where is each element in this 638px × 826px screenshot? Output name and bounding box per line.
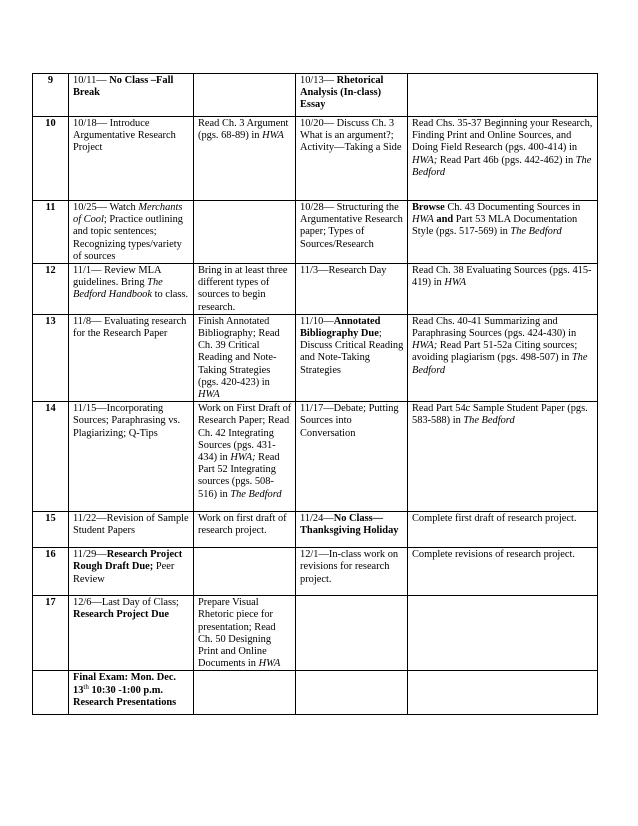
cell-text: HWA; — [230, 452, 256, 464]
cell-text: The Bedford — [230, 488, 282, 500]
topic-cell — [69, 74, 194, 117]
assignment-cell — [194, 117, 296, 201]
assignment-cell — [194, 671, 296, 715]
topic-cell-2 — [296, 402, 408, 512]
week-number: 10 — [33, 117, 69, 201]
cell-text: Annotated Bibliography Due — [300, 315, 381, 340]
cell-text: Read Part 52 Integrating sources (pgs. 508-516) in — [198, 452, 280, 500]
reading-cell — [408, 264, 598, 315]
topic-cell-2 — [296, 264, 408, 315]
cell-text: Rhetorical Analysis (In-class) Essay — [300, 75, 384, 111]
cell-text: Read Part 51-52a Citing sources; avoiding plagiarism (pgs. 498-507) in — [412, 340, 578, 364]
schedule-table — [32, 73, 598, 715]
topic-cell — [69, 671, 194, 715]
assignment-cell — [194, 264, 296, 315]
cell-text: Research Project Due — [73, 609, 169, 621]
cell-text: 10:30 -1:00 p.m. — [88, 684, 164, 696]
week-number: 17 — [33, 596, 69, 671]
topic-cell — [69, 596, 194, 671]
cell-text: No Class –Fall Break — [73, 75, 174, 99]
cell-text: ; Practice outlining and topic sentences; Recognizing types/variety of sources — [73, 214, 183, 262]
cell-text: Bring in at least three different types of sources to begin research. — [198, 265, 288, 313]
reading-cell — [408, 74, 598, 117]
cell-text: HWA — [262, 130, 284, 142]
topic-cell-2 — [296, 671, 408, 715]
cell-text: No Class—Thanksgiving Holiday — [300, 513, 399, 537]
schedule-row — [33, 548, 598, 596]
cell-text: Final Exam: Mon. Dec. — [73, 672, 177, 684]
cell-text: Finish Annotated Bibliography; Read Ch. 39 Critical Reading and Note-Taking Strategies (pgs. 420-423) in — [198, 315, 280, 388]
reading-cell — [408, 548, 598, 596]
cell-text: The Bedford — [412, 154, 592, 178]
topic-cell — [69, 548, 194, 596]
cell-text: 10/18— Introduce Argumentative Research Project — [73, 118, 176, 154]
assignment-cell — [194, 402, 296, 512]
cell-text: 10/13— — [300, 75, 337, 86]
schedule-row — [33, 596, 598, 671]
topic-cell — [69, 201, 194, 264]
topic-cell-2 — [296, 201, 408, 264]
cell-text: 10/25— Watch — [73, 202, 139, 213]
assignment-cell — [194, 548, 296, 596]
cell-text: HWA — [444, 277, 467, 289]
cell-text: 11/1— Review MLA guidelines. Bring — [73, 265, 161, 289]
topic-cell — [69, 314, 194, 401]
cell-text: Part 53 MLA Documentation Style (pgs. 517-569) in — [412, 214, 578, 238]
week-number — [33, 671, 69, 715]
assignment-cell — [194, 512, 296, 548]
topic-cell-2 — [296, 74, 408, 117]
schedule-body — [33, 74, 598, 715]
cell-text: Work on First Draft of Research Paper; Read Ch. 42 Integrating Sources (pgs. 431-434) in — [198, 403, 292, 464]
cell-text: 10/28— Structuring the Argumentative Research paper; Types of Sources/Research — [300, 202, 403, 250]
cell-text: HWA; — [412, 340, 438, 352]
cell-text: 11/15—Incorporating Sources; Paraphrasing vs. Plagiarizing; Q-Tips — [73, 403, 181, 439]
schedule-row — [33, 314, 598, 401]
cell-text: Complete first draft of research project. — [412, 513, 577, 525]
week-number: 15 — [33, 512, 69, 548]
cell-text: th — [83, 682, 89, 691]
reading-cell — [408, 201, 598, 264]
schedule-row — [33, 512, 598, 548]
cell-text: ; Discuss Critical Reading and Note-Taking Strategies — [300, 328, 404, 376]
cell-text: 13 — [73, 684, 84, 696]
topic-cell — [69, 264, 194, 315]
cell-text: HWA — [412, 214, 434, 226]
week-number: 16 — [33, 548, 69, 596]
reading-cell — [408, 512, 598, 548]
cell-text: 10/11— — [73, 75, 110, 86]
cell-text: HWA — [258, 658, 281, 670]
topic-cell-2 — [296, 314, 408, 401]
week-number: 14 — [33, 402, 69, 512]
cell-text: 11/3—Research Day — [300, 265, 387, 277]
schedule-row — [33, 201, 598, 264]
schedule-row — [33, 117, 598, 201]
reading-cell — [408, 117, 598, 201]
topic-cell — [69, 402, 194, 512]
cell-text: 11/17—Debate; Putting Sources into Conversation — [300, 403, 399, 439]
week-number: 12 — [33, 264, 69, 315]
cell-text: 12/1—In-class work on revisions for research project. — [300, 549, 399, 585]
topic-cell-2 — [296, 117, 408, 201]
cell-text: Read Part 54c Sample Student Paper (pgs. 583-588) in — [412, 403, 588, 427]
cell-text: 12/6—Last Day of Class; — [73, 597, 179, 609]
assignment-cell — [194, 596, 296, 671]
cell-text: Peer Review — [73, 561, 175, 585]
cell-text: Work on first draft of research project. — [198, 513, 287, 537]
cell-text: Read Ch. 3 Argument (pgs. 68-89) in — [198, 118, 289, 142]
cell-text: 11/24— — [300, 513, 334, 525]
cell-text: Read Chs. 40-41 Summarizing and Paraphrasing Sources (pgs. 424-430) in — [412, 315, 577, 340]
cell-text: and — [436, 214, 454, 226]
schedule-row — [33, 264, 598, 315]
assignment-cell — [194, 74, 296, 117]
week-number: 11 — [33, 201, 69, 264]
cell-text: Research Presentations — [73, 696, 177, 708]
assignment-cell — [194, 314, 296, 401]
cell-text: 11/29— — [73, 549, 107, 561]
cell-text: Research Project Rough Draft Due; — [73, 549, 183, 573]
cell-text: Read Part 46b (pgs. 442-462) in — [437, 154, 576, 166]
cell-text: Prepare Visual Rhetoric piece for presentation; Read Ch. 50 Designing Print and Online Documents in — [198, 597, 276, 670]
cell-text: HWA; — [412, 154, 438, 166]
cell-text: Complete revisions of research project. — [412, 549, 576, 561]
topic-cell-2 — [296, 548, 408, 596]
cell-text: HWA — [198, 389, 220, 401]
cell-text: 10/20— Discuss Ch. 3 What is an argument?; Activity—Taking a Side — [300, 118, 402, 154]
topic-cell-2 — [296, 596, 408, 671]
assignment-cell — [194, 201, 296, 264]
cell-text: Read Chs. 35-37 Beginning your Research, Finding Print and Online Sources, and Doing Field Research (pgs. 400-414) in — [412, 118, 593, 154]
topic-cell-2 — [296, 512, 408, 548]
cell-text: Merchants of Cool — [73, 202, 183, 226]
cell-text: Browse — [412, 202, 445, 213]
schedule-row — [33, 74, 598, 117]
cell-text: Read Ch. 38 Evaluating Sources (pgs. 415-419) in — [412, 265, 592, 289]
cell-text: 11/22—Revision of Sample Student Papers — [73, 513, 189, 537]
cell-text: 11/10— — [300, 315, 334, 327]
schedule-row — [33, 671, 598, 715]
schedule-row — [33, 402, 598, 512]
topic-cell — [69, 512, 194, 548]
cell-text: The Bedford — [412, 352, 588, 376]
cell-text: to class. — [151, 289, 189, 301]
week-number: 9 — [33, 74, 69, 117]
week-number: 13 — [33, 314, 69, 401]
cell-text: The Bedford — [510, 226, 562, 238]
reading-cell — [408, 596, 598, 671]
cell-text: 11/8— Evaluating research for the Research Paper — [73, 315, 187, 340]
cell-text: The Bedford Handbook — [73, 277, 163, 301]
reading-cell — [408, 671, 598, 715]
topic-cell — [69, 117, 194, 201]
cell-text: The Bedford — [463, 415, 515, 427]
reading-cell — [408, 402, 598, 512]
cell-text: Ch. 43 Documenting Sources in — [444, 202, 581, 213]
reading-cell — [408, 314, 598, 401]
